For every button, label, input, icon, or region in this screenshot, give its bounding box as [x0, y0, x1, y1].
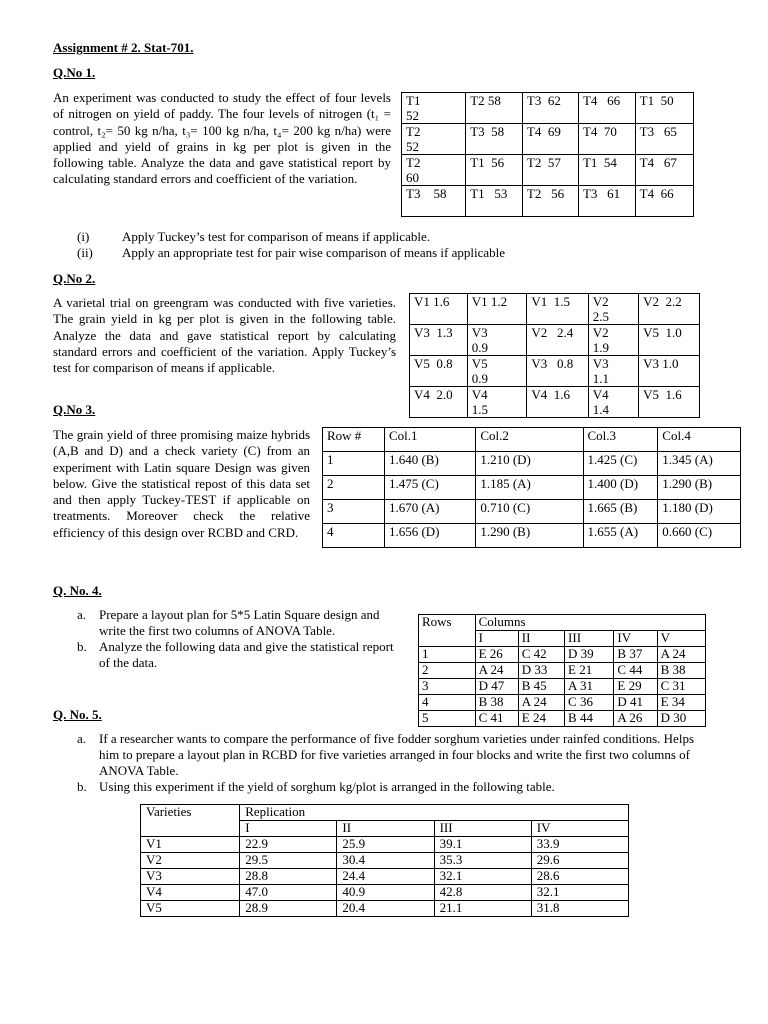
q3-paragraph: The grain yield of three promising maize hybrids (A,B and D) and a check variety (C) from an experiment with Latin square Design was given below. Give the statistical repost of this data set and then apply Tuckey-TEST if applicable on treatments. Moreover check the relative efficiency of this design over RCBD and CRD. — [53, 427, 310, 540]
q1-table-cell: T3 58 — [402, 186, 466, 217]
q4-column-header: II — [518, 631, 564, 647]
q5-table-cell: 32.1 — [434, 869, 531, 885]
q2-table-cell: V2 2.4 — [527, 325, 588, 356]
q1-table-row — [402, 155, 694, 186]
q4-table-cell: E 29 — [614, 679, 657, 695]
q2-table-cell: V5 1.6 — [639, 387, 700, 418]
q1-table-cell: T4 70 — [578, 124, 635, 155]
q4-table-cell: B 38 — [475, 695, 518, 711]
q1-table-cell: T1 52 — [402, 93, 466, 124]
q1-table-cell: T4 66 — [578, 93, 635, 124]
q3-table-cell: 1.665 (B) — [583, 500, 658, 524]
q2-table-cell: V3 0.9 — [467, 325, 527, 356]
q5-table — [140, 804, 629, 917]
q3-header-row — [323, 428, 741, 452]
q1-table-cell: T3 61 — [578, 186, 635, 217]
q1-item: (ii) Apply an appropriate test for pair wise comparison of means if applicable — [77, 245, 506, 260]
q4-table-cell: A 24 — [475, 663, 518, 679]
q3-table-cell: 1.656 (D) — [384, 524, 475, 548]
q2-table-cell: V3 0.8 — [527, 356, 588, 387]
q2-table-cell: V3 1.0 — [639, 356, 700, 387]
q2-table-cell: V2 2.5 — [588, 294, 638, 325]
q4-table-cell: B 45 — [518, 679, 564, 695]
q5-varieties-label: Varieties — [141, 805, 240, 837]
q2-table-cell: V4 1.4 — [588, 387, 638, 418]
q3-column-header: Col.1 — [384, 428, 475, 452]
q5-table-row — [141, 853, 629, 869]
q4-table-cell: E 21 — [565, 663, 614, 679]
q3-table — [322, 427, 741, 548]
q2-table-cell: V1 1.2 — [467, 294, 527, 325]
q2-table-cell: V1 1.6 — [410, 294, 468, 325]
q4-table-row — [419, 679, 706, 695]
q3-table-cell: 1.640 (B) — [384, 452, 475, 476]
q1-table-row — [402, 124, 694, 155]
q2-table-row — [410, 325, 700, 356]
q1-table-row — [402, 186, 694, 217]
q4-table-cell: D 33 — [518, 663, 564, 679]
q4-header-row — [419, 615, 706, 631]
q4-column-header: IV — [614, 631, 657, 647]
q4-table-cell: C 44 — [614, 663, 657, 679]
q5-variety-name: V3 — [141, 869, 240, 885]
q3-table-row — [323, 476, 741, 500]
q5-variety-name: V5 — [141, 901, 240, 917]
q5-table-row — [141, 869, 629, 885]
q2-table-row — [410, 387, 700, 418]
q5-table-cell: 29.6 — [531, 853, 628, 869]
q5-table-cell: 28.8 — [240, 869, 337, 885]
q5-item-list — [77, 731, 716, 795]
q4-table-row — [419, 663, 706, 679]
q4-column-header: V — [657, 631, 705, 647]
q4-table-cell: C 36 — [565, 695, 614, 711]
q4-row-number: 1 — [419, 647, 476, 663]
q4-table-cell: A 31 — [565, 679, 614, 695]
q3-table-cell: 1.290 (B) — [476, 524, 583, 548]
q5-table-cell: 33.9 — [531, 837, 628, 853]
q3-table-cell: 4 — [323, 524, 385, 548]
q5-table-cell: 24.4 — [337, 869, 434, 885]
q5-variety-name: V2 — [141, 853, 240, 869]
q4-table-cell: E 24 — [518, 711, 564, 727]
q3-column-header: Col.4 — [658, 428, 741, 452]
q2-table-row — [410, 294, 700, 325]
q4-table-cell: D 39 — [565, 647, 614, 663]
q2-table-cell: V2 1.9 — [588, 325, 638, 356]
q2-table-cell: V5 0.9 — [467, 356, 527, 387]
q5-table-cell: 39.1 — [434, 837, 531, 853]
q1-table — [401, 92, 694, 217]
q4-heading: Q. No. 4. — [53, 583, 102, 598]
q3-table-row — [323, 500, 741, 524]
q2-table-cell: V3 1.1 — [588, 356, 638, 387]
q2-table-cell: V4 1.5 — [467, 387, 527, 418]
q5-variety-name: V4 — [141, 885, 240, 901]
q4-column-header: I — [475, 631, 518, 647]
q5-table-cell: 28.9 — [240, 901, 337, 917]
q5-item: b. Using this experiment if the yield of sorghum kg/plot is arranged in the following table. — [77, 779, 555, 794]
q4-table — [418, 614, 706, 727]
q4-table-cell: C 42 — [518, 647, 564, 663]
q5-column-header: II — [337, 821, 434, 837]
q1-item-list — [77, 229, 677, 261]
q1-table-cell: T2 52 — [402, 124, 466, 155]
q4-item-list — [77, 607, 405, 671]
q1-table-cell: T4 66 — [635, 186, 693, 217]
q4-table-cell: E 34 — [657, 695, 705, 711]
q2-table-cell: V1 1.5 — [527, 294, 588, 325]
q5-table-cell: 28.6 — [531, 869, 628, 885]
q1-table-cell: T3 62 — [522, 93, 578, 124]
q3-table-cell: 3 — [323, 500, 385, 524]
q1-paragraph: An experiment was conducted to study the effect of four levels of nitrogen on yield of paddy. The four levels of nitrogen (t₁ = control, t₂= 50 kg n/ha, t₃= 100 kg n/ha, t₄= 200 kg n/ha) were applied and yield of grains in kg per plot is given in the following table. Analyze the data and gave statistical report by calculating standard errors and coefficient of the variation. — [53, 90, 391, 187]
q1-table-cell: T1 53 — [466, 186, 523, 217]
q3-table-cell: 1.670 (A) — [384, 500, 475, 524]
q5-table-cell: 21.1 — [434, 901, 531, 917]
q5-table-row — [141, 837, 629, 853]
q1-table-cell: T2 60 — [402, 155, 466, 186]
q5-table-cell: 32.1 — [531, 885, 628, 901]
q4-row-number: 2 — [419, 663, 476, 679]
q3-table-cell: 2 — [323, 476, 385, 500]
q5-variety-name: V1 — [141, 837, 240, 853]
q3-column-header: Col.2 — [476, 428, 583, 452]
q4-table-cell: C 31 — [657, 679, 705, 695]
q4-columns-label: Columns — [475, 615, 705, 631]
q1-table-cell: T4 69 — [522, 124, 578, 155]
q2-table-cell: V4 2.0 — [410, 387, 468, 418]
q2-table-cell: V5 1.0 — [639, 325, 700, 356]
q1-table-cell: T4 67 — [635, 155, 693, 186]
q2-table-cell: V3 1.3 — [410, 325, 468, 356]
q2-paragraph: A varietal trial on greengram was conducted with five varieties. The grain yield in kg per plot is given in the following table. Analyze the data and gave statistical report by calculating standard errors and coefficient of the variation. Apply Tuckey’s test for comparison of means if applicable. — [53, 295, 396, 376]
q1-table-cell: T1 50 — [635, 93, 693, 124]
q4-table-cell: A 24 — [657, 647, 705, 663]
q4-table-cell: B 37 — [614, 647, 657, 663]
q1-table-cell: T2 58 — [466, 93, 523, 124]
q5-item: a. If a researcher wants to compare the performance of five fodder sorghum varieties under rainfed conditions. Helps him to prepare a layout plan in RCBD for five varieties arranged in four blocks and write the first two columns of ANOVA Table. — [77, 731, 694, 778]
q5-column-header: III — [434, 821, 531, 837]
q3-table-cell: 1 — [323, 452, 385, 476]
q1-table-row — [402, 93, 694, 124]
q3-heading: Q.No 3. — [53, 402, 96, 417]
q4-row-number: 5 — [419, 711, 476, 727]
q3-table-cell: 1.345 (A) — [658, 452, 741, 476]
q1-table-cell: T1 56 — [466, 155, 523, 186]
q3-table-cell: 1.180 (D) — [658, 500, 741, 524]
q4-table-cell: D 30 — [657, 711, 705, 727]
q2-table — [409, 293, 700, 418]
q1-table-cell: T3 65 — [635, 124, 693, 155]
q2-heading: Q.No 2. — [53, 271, 96, 286]
q5-table-cell: 47.0 — [240, 885, 337, 901]
q3-table-cell: 1.425 (C) — [583, 452, 658, 476]
q2-table-row — [410, 356, 700, 387]
q5-table-cell: 40.9 — [337, 885, 434, 901]
q5-column-header: IV — [531, 821, 628, 837]
q5-table-row — [141, 901, 629, 917]
q5-header-row — [141, 805, 629, 821]
q1-table-cell: T2 56 — [522, 186, 578, 217]
q4-table-cell: D 47 — [475, 679, 518, 695]
q3-table-cell: 0.710 (C) — [476, 500, 583, 524]
q1-table-cell: T1 54 — [578, 155, 635, 186]
q5-table-cell: 22.9 — [240, 837, 337, 853]
q4-table-row — [419, 695, 706, 711]
q3-table-cell: 0.660 (C) — [658, 524, 741, 548]
q4-column-header: III — [565, 631, 614, 647]
q4-table-cell: D 41 — [614, 695, 657, 711]
q5-replication-label: Replication — [240, 805, 629, 821]
q3-table-row — [323, 452, 741, 476]
q5-table-cell: 30.4 — [337, 853, 434, 869]
q4-table-cell: A 26 — [614, 711, 657, 727]
q1-heading: Q.No 1. — [53, 65, 96, 80]
q1-item: (i) Apply Tuckey’s test for comparison of means if applicable. — [77, 229, 430, 244]
q5-table-cell: 35.3 — [434, 853, 531, 869]
q4-table-cell: B 44 — [565, 711, 614, 727]
q3-table-row — [323, 524, 741, 548]
q4-row-number: 3 — [419, 679, 476, 695]
q4-row-number: 4 — [419, 695, 476, 711]
q3-table-cell: 1.210 (D) — [476, 452, 583, 476]
q2-table-cell: V2 2.2 — [639, 294, 700, 325]
q4-table-cell: E 26 — [475, 647, 518, 663]
q3-column-header: Row # — [323, 428, 385, 452]
q4-rows-label: Rows — [419, 615, 476, 647]
q5-heading: Q. No. 5. — [53, 707, 102, 722]
q3-table-cell: 1.655 (A) — [583, 524, 658, 548]
assignment-title: Assignment # 2. Stat-701. — [53, 40, 194, 55]
q5-table-cell: 42.8 — [434, 885, 531, 901]
q5-column-header: I — [240, 821, 337, 837]
q1-table-cell: T3 58 — [466, 124, 523, 155]
q4-item: a. Prepare a layout plan for 5*5 Latin Square design and write the first two columns of ANOVA Table. — [77, 607, 380, 638]
q3-table-cell: 1.400 (D) — [583, 476, 658, 500]
q5-table-cell: 20.4 — [337, 901, 434, 917]
q5-table-cell: 25.9 — [337, 837, 434, 853]
q4-table-cell: A 24 — [518, 695, 564, 711]
q1-table-cell: T2 57 — [522, 155, 578, 186]
q5-table-cell: 29.5 — [240, 853, 337, 869]
q4-table-row — [419, 647, 706, 663]
q3-table-cell: 1.290 (B) — [658, 476, 741, 500]
q3-column-header: Col.3 — [583, 428, 658, 452]
q4-table-row — [419, 711, 706, 727]
q4-table-cell: B 38 — [657, 663, 705, 679]
q5-table-cell: 31.8 — [531, 901, 628, 917]
q4-table-cell: C 41 — [475, 711, 518, 727]
q3-table-cell: 1.185 (A) — [476, 476, 583, 500]
q2-table-cell: V4 1.6 — [527, 387, 588, 418]
q4-item: b. Analyze the following data and give the statistical report of the data. — [77, 639, 394, 670]
q2-table-cell: V5 0.8 — [410, 356, 468, 387]
q5-table-row — [141, 885, 629, 901]
q3-table-cell: 1.475 (C) — [384, 476, 475, 500]
